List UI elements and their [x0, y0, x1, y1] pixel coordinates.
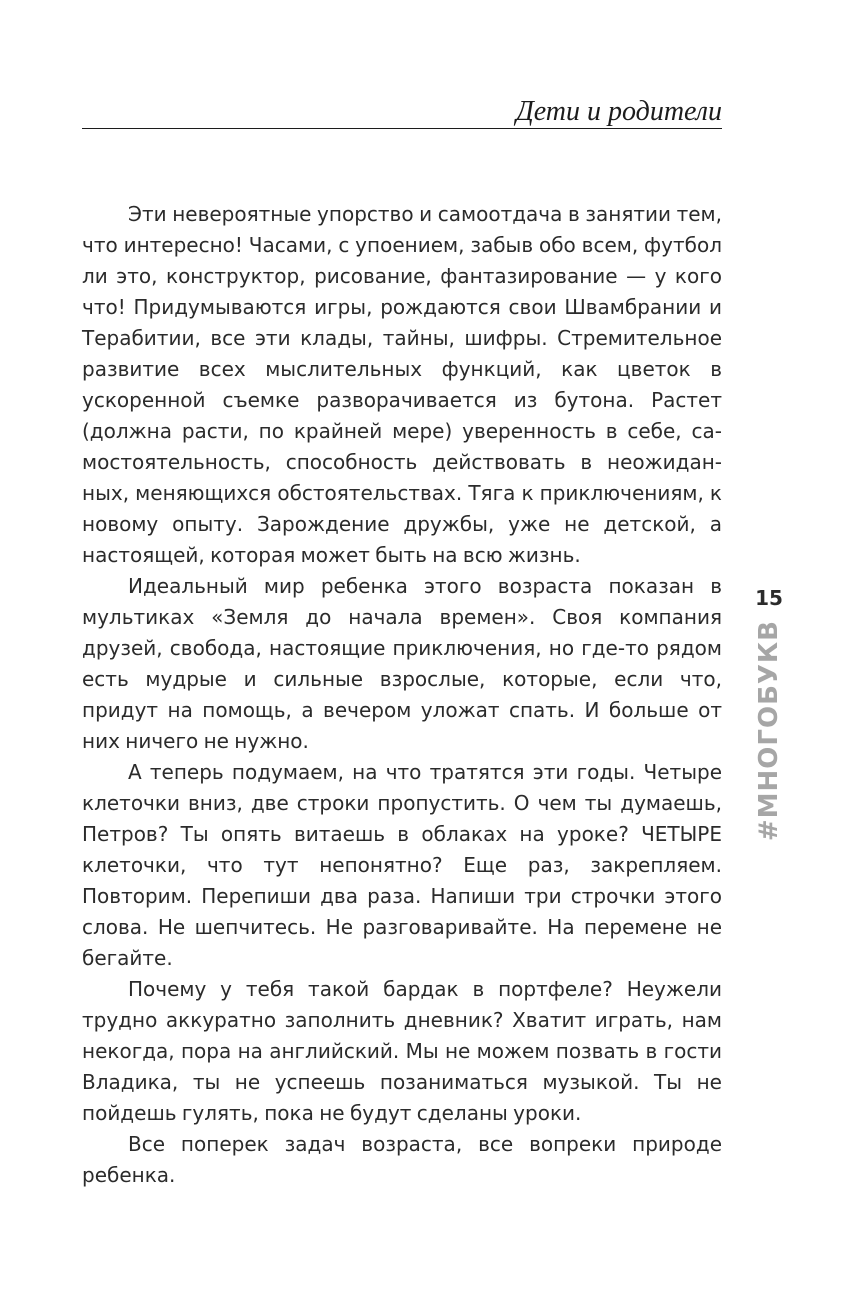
running-header [82, 96, 722, 132]
body-text [82, 199, 722, 1191]
paragraph-1: Эти невероятные упорство и самоотдача в занятии тем, что интересно! Часами, с упоением, забыв обо всем, футбол ли это, конструктор, рисование, фантазирование — у кого что! Придумываются игры, рождаются свои Швамбрании и Терабитии, все эти клады, тайны, шифры. Стремительное развитие всех мыслительных функций, как цветок в ускоренной съемке разворачивается из бутона. Растет (должна расти, по крайней мере) уверенность в себе, самостоятельность, способность действовать в неожиданных, меняющихся обстоятельствах. Тяга к приключениям, к новому опыту. Зарождение дружбы, уже не детской, а настоящей, которая может быть на всю жизнь. [82, 202, 722, 567]
paragraph-2: Идеальный мир ребенка этого возраста показан в мультиках «Земля до начала времен». Своя компания друзей, свобода, настоящие приключения, но где-то рядом есть мудрые и сильные взрослые, которые, если что, придут на помощь, а вечером уложат спать. И больше от них ничего не нужно. [82, 574, 722, 753]
chapter-title: Дети и родители [515, 96, 722, 127]
series-tag: #МНОГОБУКВ [754, 620, 784, 842]
page-number: 15 [755, 586, 783, 610]
paragraph-4: Почему у тебя такой бардак в портфеле? Неужели трудно аккуратно заполнить дневник? Хватит играть, нам некогда, пора на английский. Мы не можем позвать в гости Владика, ты не успеешь позаниматься музыкой. Ты не пойдешь гулять, пока не будут сделаны уроки. [82, 977, 722, 1125]
side-margin [752, 586, 786, 841]
paragraph-5: Все поперек задач возраста, все вопреки природе ребенка. [82, 1132, 722, 1187]
paragraph-3: А теперь подумаем, на что тратятся эти годы. Четыре клеточки вниз, две строки пропустить. О чем ты думаешь, Петров? Ты опять витаешь в облаках на уроке? ЧЕТЫРЕ клеточки, что тут непонятно? Еще раз, закрепляем. Повторим. Перепиши два раза. Напиши три строчки этого слова. Не шепчитесь. Не разговаривайте. На перемене не бегайте. [82, 760, 722, 970]
header-rule [82, 128, 722, 129]
